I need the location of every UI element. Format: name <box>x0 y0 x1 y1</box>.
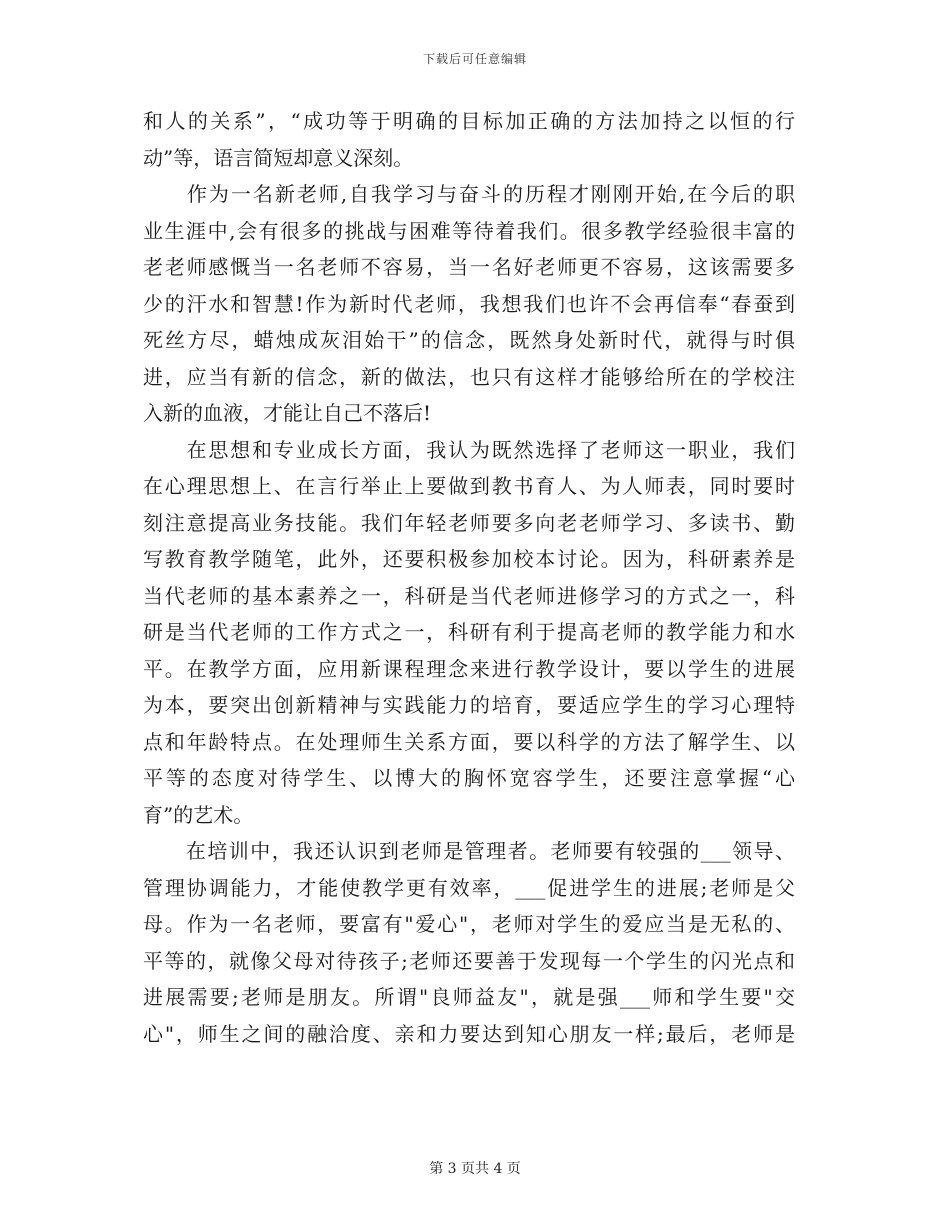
text-line: 平。在教学方面，应用新课程理念来进行教学设计，要以学生的进展 <box>143 656 795 681</box>
text-line: 进展需要;老师是朋友。所谓"良师益友"，就是强___师和学生要"交 <box>143 985 795 1009</box>
text-line: 当代老师的基本素养之一，科研是当代老师进修学习的方式之一，科 <box>143 583 795 608</box>
text-line: 为本，要突出创新精神与实践能力的培育，要适应学生的学习心理特 <box>143 693 795 717</box>
page-footer: 第 3 页共 4 页 <box>429 1161 521 1177</box>
text-line: 刻注意提高业务技能。我们年轻老师要多向老老师学习、多读书、勤 <box>143 510 795 535</box>
text-line: 死丝方尽，蜡烛成灰泪始干”的信念，既然身处新时代，就得与时俱 <box>143 328 795 352</box>
text-line: 母。作为一名老师，要富有"爱心"，老师对学生的爱应当是无私的、 <box>143 912 795 936</box>
document-body <box>143 103 795 1052</box>
text-line: 管理协调能力，才能使教学更有效率，___促进学生的进展;老师是父 <box>143 875 795 900</box>
text-line: 育”的艺术。 <box>143 802 254 827</box>
text-line: 入新的血液，才能让自己不落后! <box>143 401 432 425</box>
page-header: 下载后可任意编辑 <box>422 52 527 66</box>
text-line: 研是当代老师的工作方式之一，科研有利于提高老师的教学能力和水 <box>143 620 795 644</box>
text-line: 写教育教学随笔，此外，还要积极参加校本讨论。因为，科研素养是 <box>143 547 795 571</box>
text-line: 作为一名新老师,自我学习与奋斗的历程才刚刚开始,在今后的职 <box>143 182 795 206</box>
text-line: 业生涯中,会有很多的挑战与困难等待着我们。很多教学经验很丰富的 <box>143 218 795 243</box>
text-line: 心"，师生之间的融洽度、亲和力要达到知心朋友一样;最后，老师是 <box>143 1021 795 1046</box>
text-line: 在思想和专业成长方面，我认为既然选择了老师这一职业，我们 <box>143 437 795 462</box>
text-line: 在心理思想上、在言行举止上要做到教书育人、为人师表，同时要时 <box>143 474 795 498</box>
text-line: 少的汗水和智慧!作为新时代老师，我想我们也许不会再信奉“春蚕到 <box>143 291 795 316</box>
text-line: 点和年龄特点。在处理师生关系方面，要以科学的方法了解学生、以 <box>143 729 795 754</box>
text-line: 进，应当有新的信念，新的做法，也只有这样才能够给所在的学校注 <box>143 364 795 389</box>
text-line: 动”等，语言简短却意义深刻。 <box>143 145 414 170</box>
text-line: 老老师感慨当一名老师不容易，当一名好老师更不容易，这该需要多 <box>143 255 795 279</box>
text-line: 平等的态度对待学生、以博大的胸怀宽容学生，还要注意掌握“心 <box>143 766 795 790</box>
text-line: 和人的关系”，“成功等于明确的目标加正确的方法加持之以恒的行 <box>143 109 795 133</box>
text-line: 平等的，就像父母对待孩子;老师还要善于发现每一个学生的闪光点和 <box>143 948 795 973</box>
text-line: 在培训中，我还认识到老师是管理者。老师要有较强的___领导、 <box>143 839 795 863</box>
